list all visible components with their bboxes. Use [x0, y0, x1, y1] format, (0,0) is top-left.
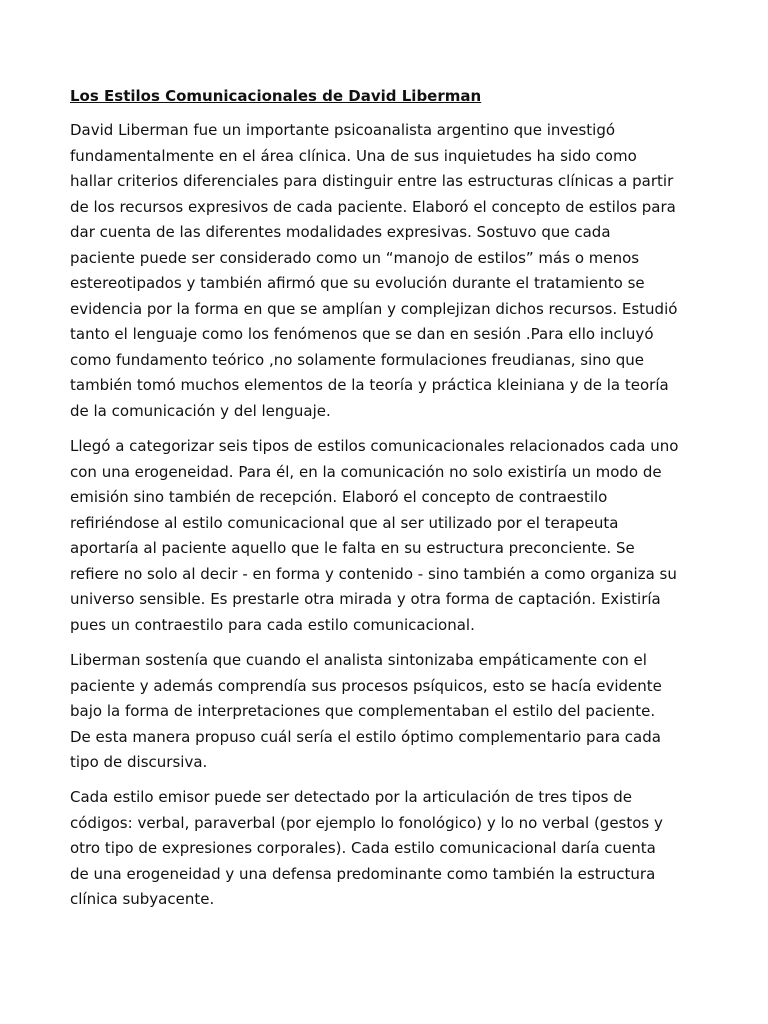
paragraph-line: David Liberman fue un importante psicoanalista argentino que investigó: [70, 121, 616, 139]
paragraph-1: [70, 118, 677, 424]
paragraph-3: [70, 648, 662, 776]
paragraph-line: Liberman sostenía que cuando el analista sintonizaba empáticamente con el: [70, 651, 647, 669]
paragraph-line: aportaría al paciente aquello que le falta en su estructura preconciente. Se: [70, 539, 635, 557]
paragraph-line: Llegó a categorizar seis tipos de estilos comunicacionales relacionados cada uno: [70, 437, 679, 455]
paragraph-line: refiriéndose al estilo comunicacional que al ser utilizado por el terapeuta: [70, 513, 619, 532]
paragraph-line: pues un contraestilo para cada estilo comunicacional.: [70, 615, 475, 634]
document-title: Los Estilos Comunicacionales de David Liberman: [70, 87, 482, 105]
paragraph-line: códigos: verbal, paraverbal (por ejemplo lo fonológico) y lo no verbal (gestos y: [70, 813, 663, 832]
paragraph-line: emisión sino también de recepción. Elaboró el concepto de contraestilo: [70, 488, 608, 506]
paragraph-line: De esta manera propuso cuál sería el estilo óptimo complementario para cada: [70, 727, 661, 746]
paragraph-line: otro tipo de expresiones corporales). Cada estilo comunicacional daría cuenta: [70, 839, 656, 857]
paragraph-line: paciente y además comprendía sus procesos psíquicos, esto se hacía evidente: [70, 676, 662, 695]
paragraph-line: tipo de discursiva.: [70, 753, 208, 771]
paragraph-line: paciente puede ser considerado como un “manojo de estilos” más o menos: [70, 248, 640, 267]
paragraph-line: evidencia por la forma en que se amplían y complejizan dichos recursos. Estudió: [70, 299, 678, 318]
paragraph-line: refiere no solo al decir - en forma y contenido - sino también a como organiza su: [70, 564, 677, 583]
paragraph-line: también tomó muchos elementos de la teoría y práctica kleiniana y de la teoría: [70, 376, 669, 394]
paragraph-line: bajo la forma de interpretaciones que complementaban el estilo del paciente.: [70, 702, 656, 720]
paragraph-line: hallar criterios diferenciales para distinguir entre las estructuras clínicas a partir: [70, 172, 674, 190]
paragraph-line: clínica subyacente.: [70, 890, 215, 908]
paragraph-line: dar cuenta de las diferentes modalidades expresivas. Sostuvo que cada: [70, 223, 611, 241]
paragraph-line: con una erogeneidad. Para él, en la comunicación no solo existiría un modo de: [70, 462, 662, 481]
paragraph-line: estereotipados y también afirmó que su evolución durante el tratamiento se: [70, 274, 645, 292]
paragraph-2: [70, 434, 678, 638]
paragraph-line: de la comunicación y del lenguaje.: [70, 401, 331, 420]
paragraph-line: de una erogeneidad y una defensa predominante como también la estructura: [70, 864, 656, 883]
paragraph-line: como fundamento teórico ,no solamente formulaciones freudianas, sino que: [70, 350, 644, 369]
paragraph-line: universo sensible. Es prestarle otra mirada y otra forma de captación. Existiría: [70, 590, 661, 608]
paragraph-4: [70, 785, 663, 913]
paragraph-line: fundamentalmente en el área clínica. Una de sus inquietudes ha sido como: [70, 146, 637, 165]
paragraph-line: tanto el lenguaje como los fenómenos que se dan en sesión .Para ello incluyó: [70, 325, 654, 343]
paragraph-line: Cada estilo emisor puede ser detectado por la articulación de tres tipos de: [70, 788, 632, 806]
paragraph-line: de los recursos expresivos de cada paciente. Elaboró el concepto de estilos para: [70, 197, 676, 216]
